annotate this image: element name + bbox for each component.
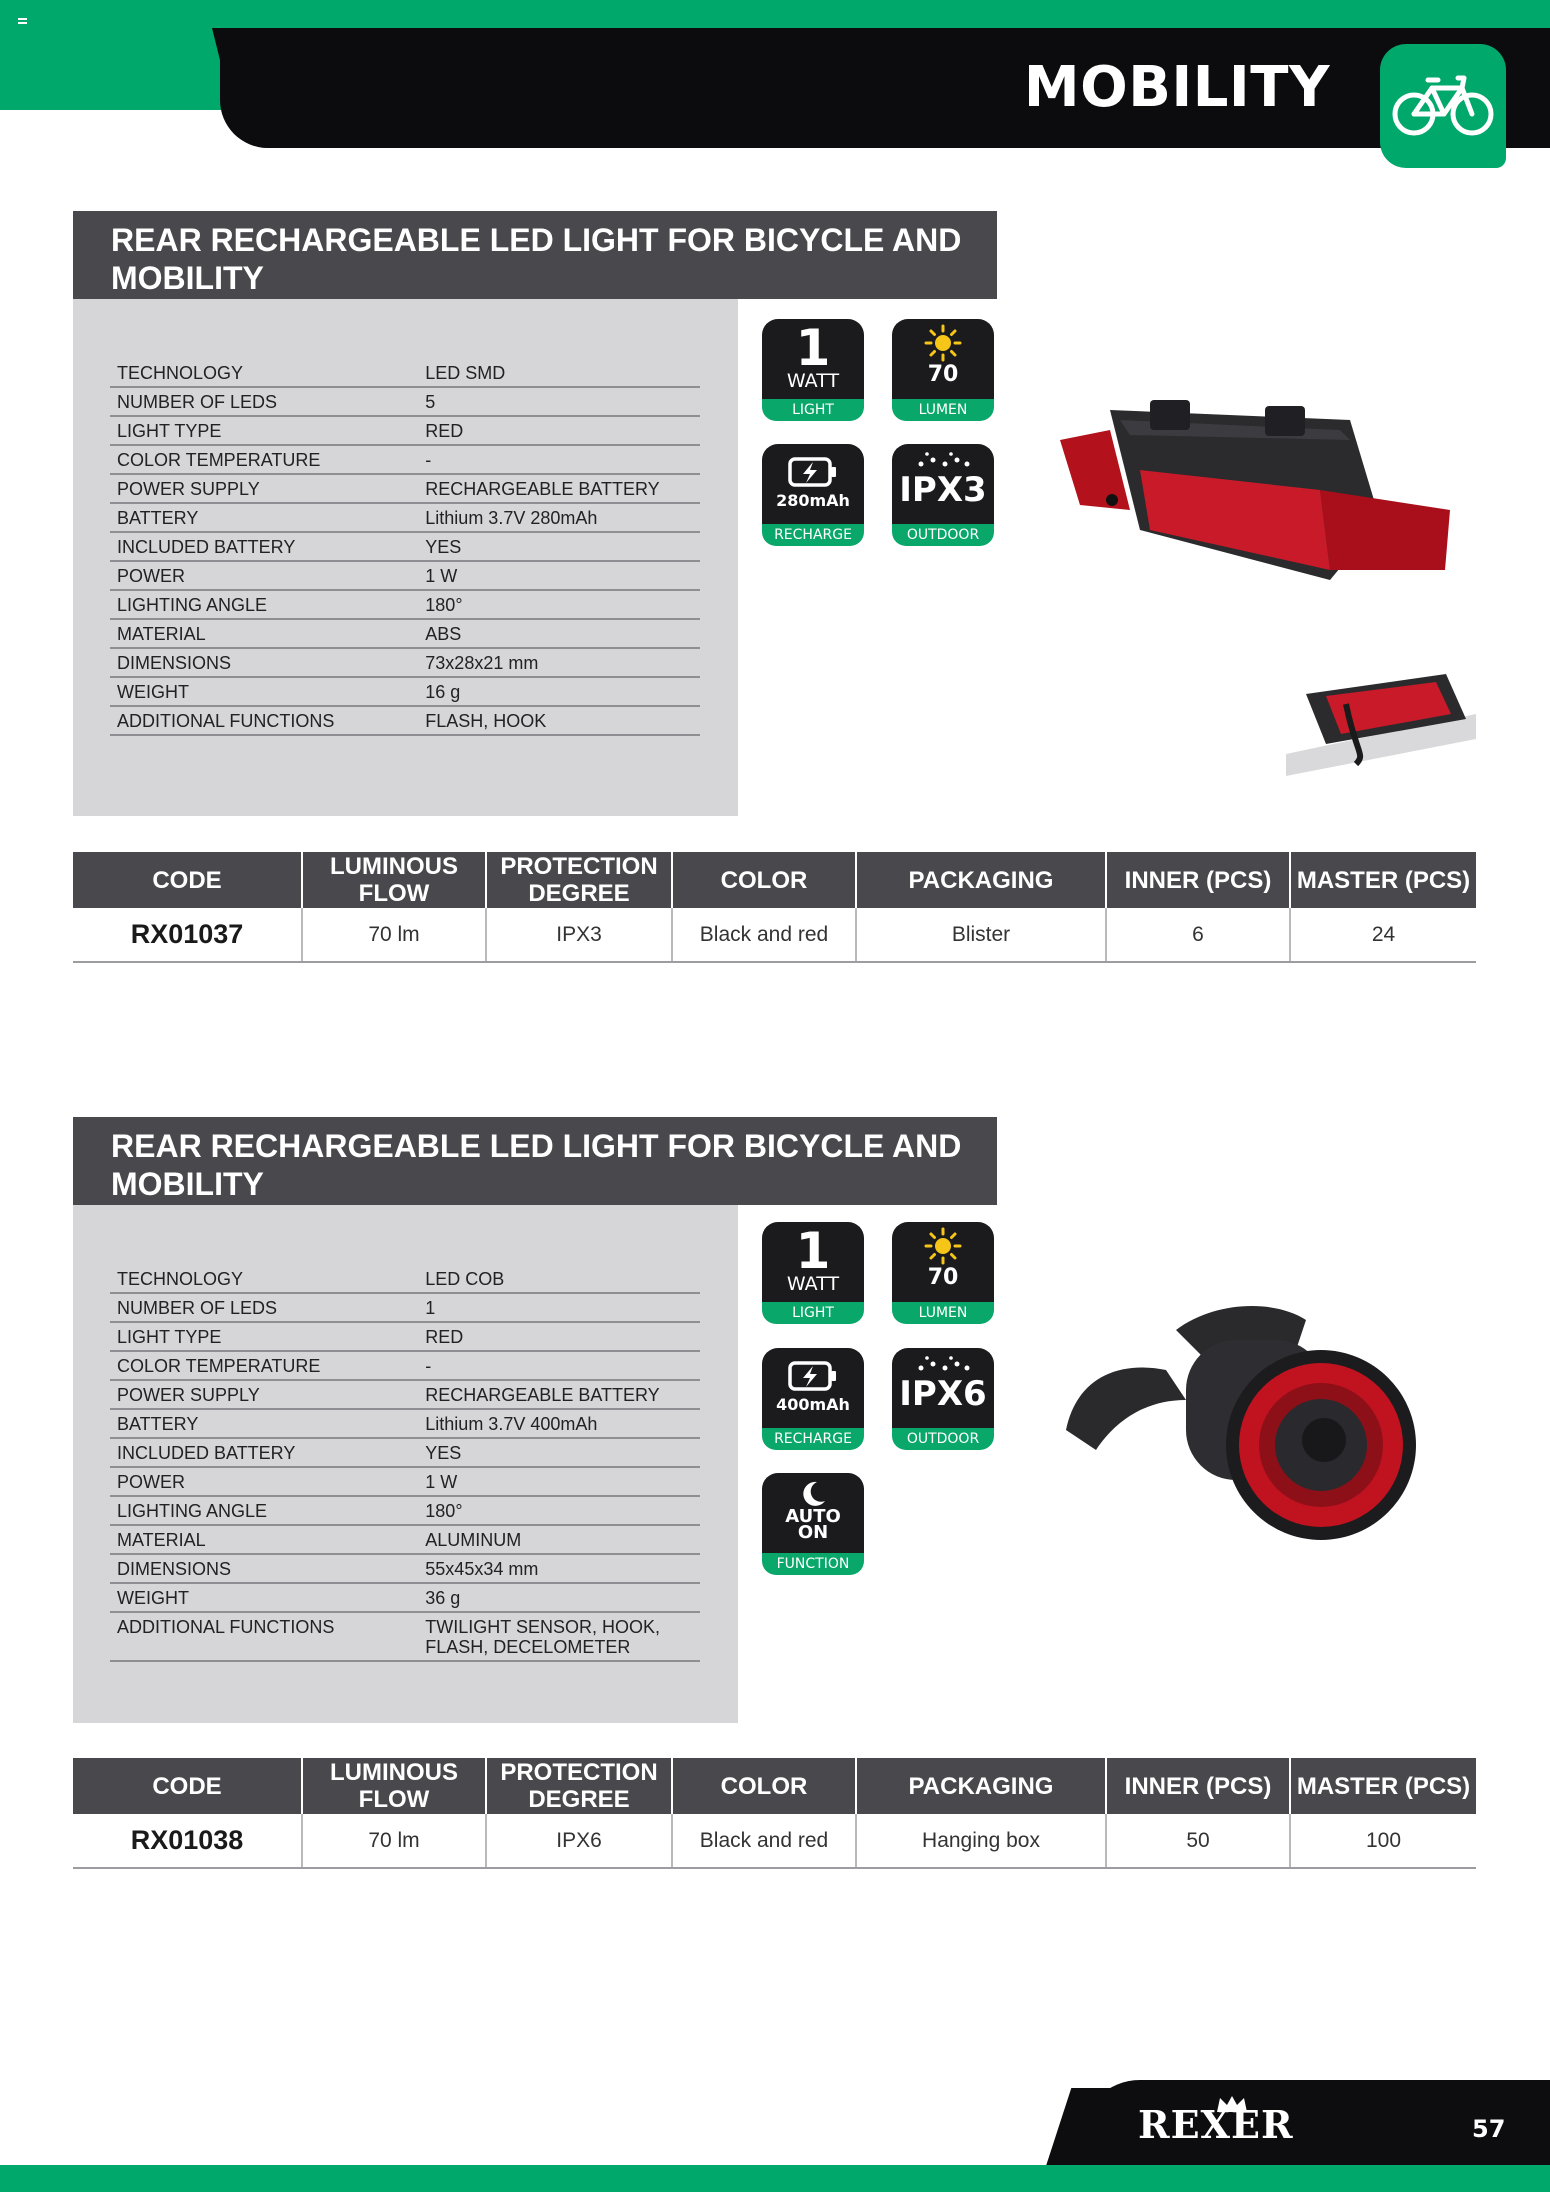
spec-value: RED: [418, 416, 700, 445]
battery-charge-icon: [787, 454, 839, 490]
ip-badge: [892, 1348, 994, 1450]
menu-icon[interactable]: [18, 18, 27, 26]
product-code: RX01038: [73, 1814, 302, 1868]
spec-key: INCLUDED BATTERY: [110, 1438, 418, 1467]
table-row: [73, 908, 1476, 962]
spec-key: POWER SUPPLY: [110, 474, 418, 503]
spec-row: [110, 359, 700, 387]
column-header: PROTECTION DEGREE: [486, 1758, 672, 1814]
spec-row: [110, 1322, 700, 1351]
spec-row: [110, 1525, 700, 1554]
ip-label: OUTDOOR: [892, 524, 994, 546]
table-cell: Blister: [856, 908, 1106, 962]
table-cell: 100: [1290, 1814, 1476, 1868]
table-cell: 70 lm: [302, 1814, 486, 1868]
lumen-badge: [892, 1222, 994, 1324]
spec-key: ADDITIONAL FUNCTIONS: [110, 706, 418, 735]
column-header: COLOR: [672, 852, 856, 908]
ip-label: OUTDOOR: [892, 1428, 994, 1450]
spec-value: LED SMD: [418, 359, 700, 387]
spec-value: 1 W: [418, 561, 700, 590]
table-cell: 50: [1106, 1814, 1290, 1868]
table-header-row: [73, 1758, 1476, 1814]
spec-value: ALUMINUM: [418, 1525, 700, 1554]
spec-row: [110, 1409, 700, 1438]
column-header: PROTECTION DEGREE: [486, 852, 672, 908]
lumen-label: LUMEN: [892, 1302, 994, 1324]
product-title: REAR RECHARGEABLE LED LIGHT FOR BICYCLE AND MOBILITY: [111, 222, 962, 296]
spec-row: [110, 503, 700, 532]
header-band: [220, 28, 1550, 148]
auto-on-line2: ON: [797, 1522, 829, 1543]
spec-key: INCLUDED BATTERY: [110, 532, 418, 561]
spec-value: Lithium 3.7V 400mAh: [418, 1409, 700, 1438]
battery-badge: [762, 444, 864, 546]
ip-value: IPX3: [899, 470, 987, 510]
column-header: LUMINOUS FLOW: [302, 1758, 486, 1814]
table-cell: IPX3: [486, 908, 672, 962]
product-code: RX01037: [73, 908, 302, 962]
spec-value: Lithium 3.7V 280mAh: [418, 503, 700, 532]
spec-value: ABS: [418, 619, 700, 648]
column-header: PACKAGING: [856, 852, 1106, 908]
spec-panel: [73, 1205, 738, 1723]
column-header: CODE: [73, 852, 302, 908]
auto-on-line1: AUTO: [785, 1506, 841, 1527]
spec-value: 1 W: [418, 1467, 700, 1496]
spec-key: ADDITIONAL FUNCTIONS: [110, 1612, 418, 1661]
spec-value: 1: [418, 1293, 700, 1322]
spec-table: [110, 1265, 700, 1662]
lumen-label: LUMEN: [892, 399, 994, 421]
table-cell: Hanging box: [856, 1814, 1106, 1868]
brand-logo: REXER: [1138, 2102, 1294, 2147]
spec-key: WEIGHT: [110, 1583, 418, 1612]
table-cell: 70 lm: [302, 908, 486, 962]
page-number: 57: [1472, 2115, 1506, 2143]
column-header: LUMINOUS FLOW: [302, 852, 486, 908]
watt-badge: [762, 1222, 864, 1324]
spec-row: [110, 474, 700, 503]
footer-green-strip: [0, 2165, 1550, 2192]
spec-row: [110, 1265, 700, 1293]
spec-value: 16 g: [418, 677, 700, 706]
rain-drops-icon: [913, 1354, 973, 1374]
spec-value: 36 g: [418, 1583, 700, 1612]
watt-unit: WATT: [786, 370, 840, 392]
battery-badge: [762, 1348, 864, 1450]
spec-row: [110, 1438, 700, 1467]
section-title: MOBILITY: [1023, 55, 1330, 120]
ip-value: IPX6: [899, 1374, 987, 1414]
spec-panel: [73, 299, 738, 816]
watt-value: 1: [795, 319, 831, 377]
watt-unit: WATT: [786, 1273, 840, 1295]
bicycle-icon: [1392, 68, 1494, 138]
column-header: PACKAGING: [856, 1758, 1106, 1814]
spec-row: [110, 1496, 700, 1525]
spec-value: RECHARGEABLE BATTERY: [418, 1380, 700, 1409]
product-code-table: [73, 1758, 1476, 1869]
sun-icon: [923, 323, 963, 363]
spec-row: [110, 445, 700, 474]
spec-key: LIGHTING ANGLE: [110, 590, 418, 619]
table-cell: IPX6: [486, 1814, 672, 1868]
spec-value: -: [418, 445, 700, 474]
auto-on-badge: [762, 1473, 864, 1575]
watt-value: 1: [795, 1222, 831, 1280]
spec-key: NUMBER OF LEDS: [110, 1293, 418, 1322]
spec-row: [110, 1293, 700, 1322]
spec-value: YES: [418, 532, 700, 561]
product-photo-mounted-rx01037: [1286, 664, 1476, 776]
watt-badge: [762, 319, 864, 421]
spec-key: TECHNOLOGY: [110, 1265, 418, 1293]
spec-row: [110, 677, 700, 706]
spec-key: TECHNOLOGY: [110, 359, 418, 387]
sun-icon: [923, 1226, 963, 1266]
spec-row: [110, 590, 700, 619]
bicycle-badge: [1380, 44, 1506, 168]
spec-row: [110, 1583, 700, 1612]
spec-row: [110, 1380, 700, 1409]
column-header: INNER (PCS): [1106, 852, 1290, 908]
spec-key: MATERIAL: [110, 619, 418, 648]
spec-value: RED: [418, 1322, 700, 1351]
spec-value: -: [418, 1351, 700, 1380]
lumen-badge: [892, 319, 994, 421]
rain-drops-icon: [913, 450, 973, 470]
spec-value: 180°: [418, 1496, 700, 1525]
spec-key: DIMENSIONS: [110, 648, 418, 677]
battery-value: 280mAh: [776, 491, 850, 510]
product-photo-rx01037: [1050, 380, 1460, 590]
spec-row: [110, 619, 700, 648]
moon-icon: [798, 1479, 828, 1509]
spec-key: COLOR TEMPERATURE: [110, 1351, 418, 1380]
spec-key: LIGHT TYPE: [110, 416, 418, 445]
spec-row: [110, 387, 700, 416]
battery-charge-icon: [787, 1358, 839, 1394]
spec-row: [110, 416, 700, 445]
table-cell: Black and red: [672, 1814, 856, 1868]
spec-key: NUMBER OF LEDS: [110, 387, 418, 416]
battery-label: RECHARGE: [762, 1428, 864, 1450]
lumen-value: 70: [927, 362, 959, 387]
spec-key: COLOR TEMPERATURE: [110, 445, 418, 474]
column-header: CODE: [73, 1758, 302, 1814]
spec-row: [110, 532, 700, 561]
spec-row: [110, 706, 700, 735]
auto-on-label: FUNCTION: [762, 1553, 864, 1575]
spec-row: [110, 561, 700, 590]
spec-value: TWILIGHT SENSOR, HOOK, FLASH, DECELOMETER: [418, 1612, 700, 1661]
spec-row: [110, 1612, 700, 1661]
spec-key: POWER SUPPLY: [110, 1380, 418, 1409]
spec-value: YES: [418, 1438, 700, 1467]
battery-value: 400mAh: [776, 1395, 850, 1414]
spec-value: RECHARGEABLE BATTERY: [418, 474, 700, 503]
product-photo-rx01038: [1056, 1290, 1426, 1560]
spec-value: 73x28x21 mm: [418, 648, 700, 677]
spec-value: 180°: [418, 590, 700, 619]
product-title: REAR RECHARGEABLE LED LIGHT FOR BICYCLE AND MOBILITY: [111, 1128, 962, 1202]
spec-value: LED COB: [418, 1265, 700, 1293]
spec-key: POWER: [110, 1467, 418, 1496]
spec-value: FLASH, HOOK: [418, 706, 700, 735]
spec-key: MATERIAL: [110, 1525, 418, 1554]
battery-label: RECHARGE: [762, 524, 864, 546]
spec-row: [110, 1467, 700, 1496]
spec-key: POWER: [110, 561, 418, 590]
spec-key: WEIGHT: [110, 677, 418, 706]
table-row: [73, 1814, 1476, 1868]
product-code-table: [73, 852, 1476, 963]
column-header: COLOR: [672, 1758, 856, 1814]
spec-key: BATTERY: [110, 503, 418, 532]
spec-value: 55x45x34 mm: [418, 1554, 700, 1583]
watt-label: LIGHT: [762, 1302, 864, 1324]
column-header: MASTER (PCS): [1290, 1758, 1476, 1814]
product-title-bar: [73, 211, 997, 299]
spec-value: 5: [418, 387, 700, 416]
spec-row: [110, 648, 700, 677]
table-cell: 6: [1106, 908, 1290, 962]
watt-label: LIGHT: [762, 399, 864, 421]
spec-key: DIMENSIONS: [110, 1554, 418, 1583]
column-header: MASTER (PCS): [1290, 852, 1476, 908]
spec-key: LIGHTING ANGLE: [110, 1496, 418, 1525]
spec-key: BATTERY: [110, 1409, 418, 1438]
table-header-row: [73, 852, 1476, 908]
lumen-value: 70: [927, 1265, 959, 1290]
table-cell: 24: [1290, 908, 1476, 962]
column-header: INNER (PCS): [1106, 1758, 1290, 1814]
table-cell: Black and red: [672, 908, 856, 962]
product-title-bar: [73, 1117, 997, 1205]
ip-badge: [892, 444, 994, 546]
spec-row: [110, 1351, 700, 1380]
spec-table: [110, 359, 700, 736]
spec-key: LIGHT TYPE: [110, 1322, 418, 1351]
header-left-green-block: [0, 0, 240, 110]
spec-row: [110, 1554, 700, 1583]
